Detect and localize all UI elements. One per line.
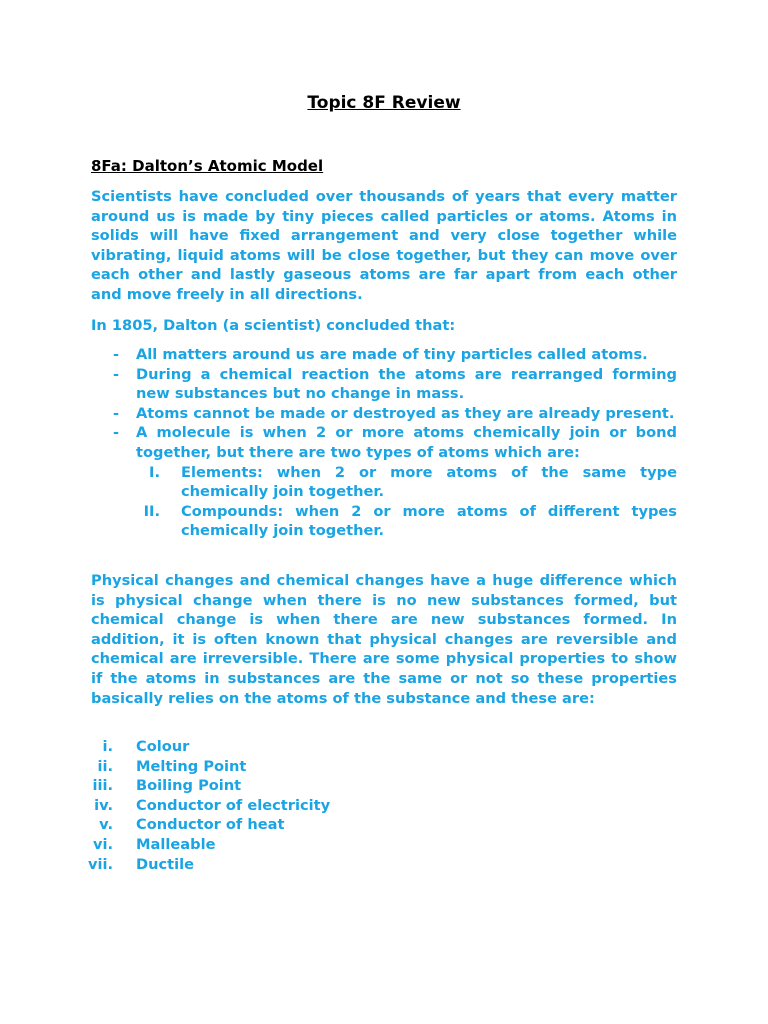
intro-paragraph: Scientists have concluded over thousands of years that every matter around us is made by tiny pieces called particles or atoms. Atoms in solids will have fixed arrangement and very close together while vibrating, liquid atoms will be close together, but they can move over each other and lastly gaseous atoms are far apart from each other and move freely in all directions. xyxy=(91,188,677,303)
property-text: Boiling Point xyxy=(136,777,242,795)
list-item xyxy=(136,502,677,541)
roman-marker: vi. xyxy=(92,835,113,853)
roman-marker: vii. xyxy=(87,855,113,873)
atom-types-list xyxy=(136,463,677,541)
list-item xyxy=(86,815,330,835)
list-item xyxy=(91,365,677,404)
page-title: Topic 8F Review xyxy=(307,93,461,113)
list-item xyxy=(86,796,330,816)
dash-marker: - xyxy=(113,424,120,442)
property-text: Melting Point xyxy=(136,757,247,775)
property-text: Ductile xyxy=(136,855,195,873)
list-item xyxy=(91,345,677,365)
dash-marker: - xyxy=(113,404,120,422)
bullet-text: During a chemical reaction the atoms are rearranged forming new substances but no change in mass. xyxy=(136,365,677,403)
dalton-bullet-list xyxy=(91,345,677,541)
roman-marker: i. xyxy=(102,738,113,755)
roman-marker: iii. xyxy=(92,777,113,795)
property-text: Colour xyxy=(136,738,190,755)
roman-marker: iv. xyxy=(94,796,113,814)
property-text: Conductor of electricity xyxy=(136,796,331,814)
list-item xyxy=(91,404,677,424)
list-item xyxy=(86,776,330,796)
roman-marker: II. xyxy=(143,502,160,520)
bullet-text: All matters around us are made of tiny particles called atoms. xyxy=(136,346,648,363)
subitem-text: Elements: when 2 or more atoms of the same type chemically join together. xyxy=(181,463,677,501)
list-item xyxy=(86,737,330,757)
roman-marker: I. xyxy=(149,463,160,481)
subitem-text: Compounds: when 2 or more atoms of different types chemically join together. xyxy=(181,502,677,540)
property-text: Conductor of heat xyxy=(136,816,285,834)
bullet-text: A molecule is when 2 or more atoms chemically join or bond together, but there are two types of atoms which are: xyxy=(136,424,677,461)
list-item xyxy=(91,423,677,541)
changes-paragraph: Physical changes and chemical changes have a huge difference which is physical change when there is no new substances formed, but chemical change is when there are new substances formed. In addition, it is often known that physical changes are reversible and chemical are irreversible. There are some physical properties to show if the atoms in substances are the same or not so these properties basically relies on the atoms of the substance and these are: xyxy=(91,572,677,707)
list-item xyxy=(136,463,677,502)
section-heading: 8Fa: Dalton’s Atomic Model xyxy=(91,157,324,175)
dalton-intro: In 1805, Dalton (a scientist) concluded that: xyxy=(91,317,456,334)
roman-marker: ii. xyxy=(97,757,113,775)
list-item xyxy=(86,835,330,855)
roman-marker: v. xyxy=(99,816,113,834)
dash-marker: - xyxy=(113,346,120,363)
list-item xyxy=(86,855,330,875)
dash-marker: - xyxy=(113,365,120,383)
list-item xyxy=(86,757,330,777)
bullet-text: Atoms cannot be made or destroyed as they are already present. xyxy=(136,404,675,422)
physical-properties-list xyxy=(86,737,330,874)
property-text: Malleable xyxy=(136,835,216,853)
